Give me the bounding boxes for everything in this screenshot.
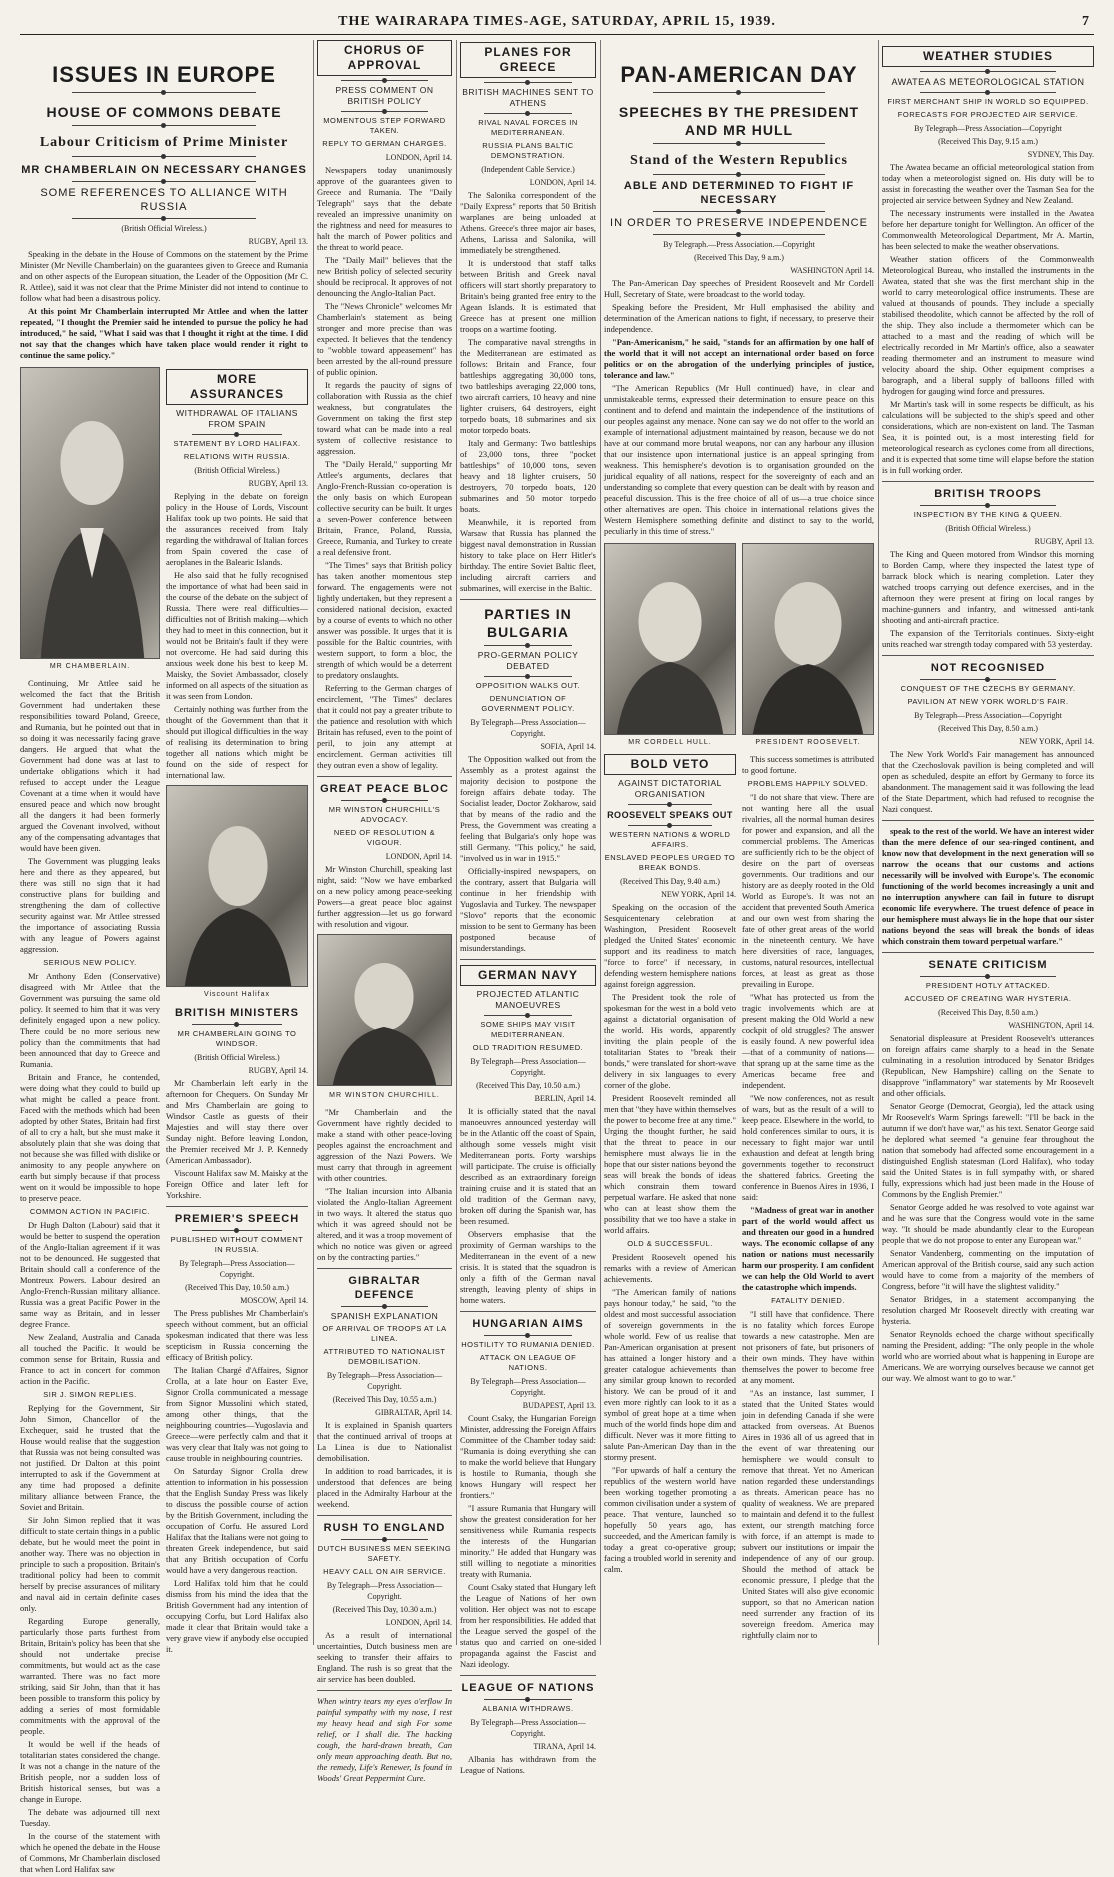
paragraph: In addition to road barricades, it is understood that defences are being placed in the Admiralty Harbour at the weekend. [317, 1466, 452, 1509]
received-line: (Received This Day, 10.50 a.m.) [476, 1081, 580, 1090]
source-line: (British Official Wireless.) [194, 466, 280, 475]
received-line: (Received This Day, 10.55 a.m.) [332, 1395, 437, 1404]
portrait-silhouette-icon [605, 544, 735, 734]
paragraph: President Roosevelt reminded all men that "they have within themselves the power to become free at any time." Urging the thought further, he said that the threat to peace in our hemisphere must always lie in the hope that our sister nations beyond the seas will break the bonds of ideas which constrain them toward perpetual warfare. He asked that none who can at least show them the possibility that we too have a stake in world affairs. [604, 1093, 736, 1235]
photo-caption: PRESIDENT ROOSEVELT. [755, 739, 861, 746]
deck: RIVAL NAVAL FORCES IN MEDITERRANEAN. [478, 118, 578, 137]
divider [72, 92, 256, 93]
dateline: LONDON, April 14. [385, 852, 452, 861]
paragraph: It would be well if the heads of totalitarian states considered the change. It was not a change in the nature of the British people, nor a sudden loss of British historical senses, but was a change in Europe. [20, 1739, 160, 1804]
dateline: WASHINGTON, April 14. [1008, 1021, 1094, 1030]
paragraph: Senator Bridges, in a statement accompanying the resolution charged Mr Roosevelt directly with creating war hysteria. [882, 1294, 1094, 1326]
dateline: BUDAPEST, April 13. [522, 1401, 596, 1410]
paragraph: On Saturday Signor Crolla drew attention to information in his possession that the English Sunday Press was likely to discuss the possible course of action by the British Government, including the occupation of Corfu. He assured Lord Halifax that the Italians were not going to threaten Greek independence, but said that any British occupation of Corfu would have a very dangerous reaction. [166, 1466, 308, 1575]
paragraph: It is explained in Spanish quarters that the continued arrival of troops at La Linea is due to Nationalist demobilisation. [317, 1420, 452, 1463]
dateline: NEW YORK, April 14. [661, 890, 736, 899]
source-line: By Telegraph.—Press Association.—Copyright [663, 240, 815, 249]
source-line: (Independent Cable Service.) [481, 165, 575, 174]
paragraph: "The Italian incursion into Albania violated the Anglo-Italian Agreement in two ways. It altered the status quo which it was agreed should not be altered, and it was a troop movement of which no notice was given or agreed on by the contracting parties." [317, 1186, 453, 1262]
deck: REPLY TO GERMAN CHARGES. [322, 139, 447, 148]
divider [341, 80, 427, 81]
paragraph: "The Times" says that British policy has taken another momentous step forward. The engagements were not lightly undertaken, but they represent a considered national decision, exacted by a course of events to which no other answer was possible. It urges that it is possible for the Baltic countries, with western support, to form a bloc, the strength of which would be a deterrent to predatory onslaughts. [317, 560, 452, 680]
headline-weather-studies: WEATHER STUDIES [882, 46, 1094, 67]
paragraph: "The American Republics (Mr Hull continued) have, in clear and unmistakeable terms, expressed their determination to ensure peace on this continent and to defend and maintain the independence of the institutions of our peoples against any menace. None can say we do not offer to the world an example of international adjustment maintained by reason, because we do not have at our command more brutal weapons, nor can any harbour any illusion that our insistence upon international justice is an appeal springing from weakness. This hemisphere's devotion is to organisation grounded on the juridical equality of all nations, respect for the sovereignty of each and an understanding so complete that every question can be dealt with by reason and peaceful discussion. This is the free choice of all of us—a true choice since other alternatives are open. This choice in international relations gives the Western Hemisphere something definite and distinct to say to the world, peculiarly in this time of stress." [604, 383, 874, 536]
photo-caption: MR CORDELL HULL. [628, 739, 712, 746]
paragraph: Observers emphasise that the proximity of German warships to the Mediterranean in the event of a new crisis. It is stated that the squadron is only a fifth of the German naval strength, leaving plenty of ships in home waters. [460, 1229, 596, 1305]
paragraph: Lord Halifax told him that he could dismiss from his mind the idea that the British Government had any intention of occupying Corfu, but Lord Halifax also made it clear that Britain would take a very grave view if anybody else occupied it. [166, 1578, 308, 1654]
deck: WITHDRAWAL OF ITALIANS FROM SPAIN [176, 408, 298, 429]
paragraph: At this point Mr Chamberlain interrupted Mr Attlee and when the latter repeated, "I thought the Premier said he intended to pursue the policy he had introduced," he said, "What I said was that I thought it right at the time. I did not say that the changes which have taken place would render it right to continue the same policy." [20, 306, 308, 360]
column-pan-american-day [604, 40, 874, 1645]
dateline: RUGBY, April 13. [248, 237, 308, 246]
deck: ACCUSED OF CREATING WAR HYSTERIA. [904, 994, 1072, 1003]
paragraph: Weather station officers of the Commonwealth Meteorological Bureau, who installed the instruments in the Awatea, stated that she was the first merchant ship in the world to carry meteorological office instruments. These are valued at thousands of pounds. They include a specially stabilised theodolite, which cannot be affected by the roll of the ship. They also include a thermometer which can be attached to a mast and the reading of which will be electrically recorded in Mr Martin's office, also a seawater reading thermometer and an instrument to measure wind velocity aboard the ship. Other equipment comprises a barograph, and a liberal supply of balloons filled with hydrogen for gauging wind force and pressures. [882, 254, 1094, 396]
divider [882, 820, 1094, 821]
deck: DUTCH BUSINESS MEN SEEKING SAFETY. [317, 1544, 452, 1563]
divider [484, 1015, 571, 1016]
paragraph: Certainly nothing was further from the thought of the Government than that it should put illogical difficulties in the way of realising its determination to bring together all nations which might be found on the side of respect for international law. [166, 704, 308, 780]
deck-preserve-independence: IN ORDER TO PRESERVE INDEPENDENCE [610, 217, 868, 229]
deck: RUSSIA PLANS BALTIC DEMONSTRATION. [482, 141, 574, 160]
divider [72, 181, 256, 182]
paragraph: The President took the role of spokesman for the west in a bold veto against a dictatorial organisation of the world. His words, apparently inviting the plain people of the totalitarian States to "break their bonds," were translated for short-wave delivery in six languages to every corner of the globe. [604, 992, 736, 1090]
headline-great-peace-bloc: GREAT PEACE BLOC [320, 783, 449, 795]
source-line: By Telegraph—Press Association—Copyright. [470, 1057, 586, 1077]
paragraph: Speaking in the debate in the House of Commons on the statement by the Prime Minister (Mr Neville Chamberlain) on the guarantees given to Greece and Rumania and on other aspects of the European situation, the Leader of the Opposition (Mr C. R. Attlee), said it was not clear that the Prime Minister did not intend to continue to follow what had been a disastrous policy. [20, 249, 308, 303]
dateline: LONDON, April 14. [385, 1618, 452, 1627]
divider [460, 1675, 596, 1676]
divider [628, 825, 713, 826]
divider [72, 125, 256, 126]
paragraph: The Salonika correspondent of the "Daily Express" reports that 50 British warplanes are being unloaded at Athens. Greece's three major air bases, Athens, Larissa and Salonika, will immediately be strengthened. [460, 190, 596, 255]
paragraph: President Roosevelt opened his remarks with a review of American achievements. [604, 1252, 736, 1284]
divider [653, 234, 826, 235]
paragraph: The Government was plugging leaks here and there as they appeared, but there was still no sign that it had constructive plans for building and strengthening the dam of collective security against war. Mr Attlee stressed the importance of associating Russia with any league of Powers against aggression. [20, 856, 160, 954]
photo-cordell-hull [604, 543, 736, 735]
divider [653, 92, 826, 93]
deck: OLD TRADITION RESUMED. [472, 1043, 584, 1052]
paragraph: Albania has withdrawn from the League of Nations. [460, 1754, 596, 1775]
received-line: (Received This Day, 10.50 a.m.) [185, 1283, 289, 1292]
subheading: SERIOUS NEW POLICY. [43, 958, 137, 967]
source-line: By Telegraph—Press Association—Copyright. [179, 1259, 295, 1279]
dateline: NEW YORK, April 14. [1019, 737, 1094, 746]
divider [920, 976, 1056, 977]
dateline: LONDON, April 14. [385, 153, 452, 162]
deck: OPPOSITION WALKS OUT. [475, 681, 581, 690]
deck-necessary-changes: MR CHAMBERLAIN ON NECESSARY CHANGES [21, 164, 307, 176]
advertisement-verse: When wintry tears my eyes o'erflow In painful sympathy with my nose, I rest my heavy head and sigh For some relief, or I shall die. The hacking cough, the hard-drawn breath, Can only mean approaching death. But no, the remedy, Life's Renewer, Is found in Woods' Great Peppermint Cure. [317, 1696, 452, 1783]
paragraph: "What has protected us from the tragic involvements which are at present making the Old World a new cockpit of old struggles? The answer is easily found. A new powerful idea—that of a community of nations—that sprang up at the same time as the Americas became free and independent. [742, 992, 874, 1090]
column-rule [600, 40, 601, 1645]
photo-caption: Viscount Halifax [203, 991, 271, 998]
deck: OF ARRIVAL OF TROOPS AT LA LINEA. [322, 1324, 447, 1343]
paragraph: The Opposition walked out from the Assembly as a protest against the majority decision to postpone the foreign affairs debate today. The Socialist leader, Doctor Zokharow, said that by means of the radio and the Press, the Government was creating a feeling that Bulgaria's only hope was still Germany. "This policy," he said, "involved us in war in 1915." [460, 754, 596, 863]
paragraph: Sir John Simon replied that it was difficult to state certain things in a public debate, but he would meet the point in another way. There was no objection in principle to such a proposition. Britain's traditional policy had been to commit herself by precise assurances of military and naval aid in certain definite cases only. [20, 1515, 160, 1613]
deck: NEED OF RESOLUTION & VIGOUR. [333, 828, 436, 847]
paragraph: Officially-inspired newspapers, on the contrary, assert that Bulgaria will continue in her friendship with Yugoslavia and Turkey. The newspaper "Slovo" reports that the economic mission to be sent to Germany has been postponed because of misunderstandings. [460, 866, 596, 953]
deck-western-republics: Stand of the Western Republics [630, 153, 848, 168]
paragraph: Mr Martin's task will in some respects be difficult, as his calculations will be subjected to the ship's speed and other considerations, which are non-existent on land. The Tasman Sea, it is pointed out, is a most interesting field for meteorological research as cyclones come from all directions, and it is expected that some time will elapse before the station is in full working order. [882, 399, 1094, 475]
headline-british-troops: BRITISH TROOPS [934, 488, 1042, 500]
source-line: By Telegraph—Press Association—Copyright. [470, 718, 586, 738]
deck: SPANISH EXPLANATION [330, 1311, 439, 1321]
paragraph: It is understood that staff talks between British and Greek naval officers will start shortly preparatory to Britain's being granted free entry to the Agean Islands. It is estimated that Greece has at present one million troops on a wartime footing. [460, 258, 596, 334]
divider [460, 599, 596, 600]
paragraph: The New York World's Fair management has announced that the Czechoslovak pavilion is being completed and will open as scheduled, despite an effort by Germany to force its abandonment. The management said it was following the lead of the State Department, which had refused to recognise the Nazi conquest. [882, 749, 1094, 814]
divider [920, 505, 1056, 506]
paragraph: Mr Chamberlain left early in the afternoon for Chequers. On Sunday Mr and Mrs Chamberlain are going to Windsor Castle as guests of their Majesties and will stay there over Sunday night. Before leaving London, the Premier received Mr J. P. Kennedy (American Ambassador). [166, 1078, 308, 1165]
deck: ATTACK ON LEAGUE OF NATIONS. [479, 1353, 577, 1372]
paragraph: Replying in the debate on foreign policy in the House of Lords, Viscount Halifax took up two points. He said that the assurances received from Italy regarding the withdrawal of Italian forces from Spain covered the case of aeroplanes in the Balearic Islands. [166, 491, 308, 567]
paragraph: He also said that he fully recognised the importance of what had been said in the course of the debate on the subject of Russia. There were real difficulties—difficulties not of British making—which they had to meet in this connection, but it would not be Britain's fault if they were not overcome. He had said during this anxious week done his best to keep M. Maisky, the Soviet Ambassador, closely informed on all aspects of the situation as it was seen from London. [166, 570, 308, 701]
deck-speeches: SPEECHES BY THE PRESIDENT AND MR HULL [618, 104, 860, 138]
headline-pan-american-day: PAN-AMERICAN DAY [620, 62, 858, 87]
dateline: SYDNEY, This Day. [1027, 150, 1094, 159]
deck-labour-criticism: Labour Criticism of Prime Minister [39, 135, 289, 150]
received-line: (Received This Day, 10.30 a.m.) [332, 1605, 437, 1614]
deck: ROOSEVELT SPEAKS OUT [607, 810, 733, 820]
paragraph: It regards the paucity of signs of collaboration with Russia as the chief weakness, but congratulates the Government on taking the first step toward what can be made into a real system of collective resistance to aggression. [317, 380, 452, 456]
paragraph: The "Daily Mail" believes that the new British policy of selected security should be reciprocal. It approves of not denouncing the Anglo-Italian Pact. [317, 255, 452, 298]
divider [317, 1515, 452, 1516]
photo-chamberlain [20, 367, 160, 659]
deck-house-of-commons: HOUSE OF COMMONS DEBATE [46, 104, 282, 120]
source-line: By Telegraph—Press Association—Copyright. [326, 1581, 443, 1601]
divider [166, 1206, 308, 1207]
divider [484, 113, 571, 114]
received-line: (Received This Day, 9.15 a.m.) [938, 137, 1038, 146]
source-line: (British Official Wireless.) [194, 1053, 280, 1062]
paragraph: "The American family of nations pays honour today," he said, "to the oldest and most successful association of sovereign governments in the whole world. Few of us realise that Pan-American organisation at present has attained a longer history and a greater catalogue achievements than any similar group known to recorded history. We can be proud of it and even more rightly can look to it as a symbol of great hope at a time when much of the world finds hope dim and difficult. Never was it more fitting to salute Pan-American Day than in the stormy present. [604, 1287, 736, 1462]
divider [653, 211, 826, 212]
deck-alliance-russia: SOME REFERENCES TO ALLIANCE WITH RUSSIA [40, 187, 288, 213]
deck-able-and-determined: ABLE AND DETERMINED TO FIGHT IF NECESSARY [623, 180, 855, 206]
paragraph: Count Csaky stated that Hungary left the League of Nations of her own volition. Her object was not to escape from her responsibilities. He added that the League served the gospel of the status quo and carried on one-sided propaganda against the Fascist and Nazi ideology. [460, 1582, 596, 1669]
subheading: OLD & SUCCESSFUL. [627, 1239, 713, 1248]
paragraph: Senatorial displeasure at President Roosevelt's utterances on foreign affairs came sharply to a head in the Senate culminating in a resolution introduced by Senator Bridges (Republican, New Hampshire) calling on the Senate to disapprove "inflammatory" war statements by Mr Roosevelt and other officials. [882, 1033, 1094, 1098]
deck: PAVILION AT NEW YORK WORLD'S FAIR. [907, 697, 1069, 706]
divider [920, 71, 1056, 72]
paragraph: As a result of international uncertainties, Dutch business men are seeking to transfer their affairs to England. The rush is so great that the air service has been doubled. [317, 1630, 452, 1684]
paragraph: "Madness of great war in another part of the world would affect us and threaten our good in a hundred ways. The economic collapse of any nation or nations must necessarily harm our prosperity. I am confident we can help the Old World to avert the catastrophe which impends. [742, 1205, 874, 1292]
paragraph: This success sometimes is attributed to good fortune. [742, 754, 874, 775]
deck: MR CHAMBERLAIN GOING TO WINDSOR. [177, 1029, 297, 1048]
paragraph: Britain and France, he contended, were doing what they could to build up what might be called a peace front. Faced with the methods which had been adopted by other States, Britain had first of all to cry a halt, but she must make it absolutely plain that she was doing that not because she was filled with dislike or animosity to any people anywhere on earth but simply because if that process went on it would be impossible to hope to preserve peace. [20, 1072, 160, 1203]
received-line: (Received This Day, 9.40 a.m.) [620, 877, 720, 886]
divider [192, 1230, 283, 1231]
deck: CONQUEST OF THE CZECHS BY GERMANY. [900, 684, 1076, 693]
column-rule [313, 40, 314, 1645]
paragraph: In the course of the statement with which he opened the debate in the House of Commons, Mr Chamberlain disclosed that when Lord Halifax saw [20, 1831, 160, 1874]
paragraph: Continuing, Mr Attlee said he welcomed the fact that the British Government had undertaken these responsibilities toward Poland, Greece, and Rumania, but he pointed out that in so doing it was necessarily facing grave dangers. He argued that what the Government had done was at last to undertake obligations which it had refused to accept under the League Covenant at a time when it would have ensured peace and which now brought all the dangers it had been formerly argued the Covenant involved, without any of the compensating advantages that would have been given. [20, 678, 160, 853]
subheading: FATALITY DENIED. [771, 1296, 845, 1305]
deck: DENUNCIATION OF GOVERNMENT POLICY. [481, 694, 575, 713]
paragraph-continued: speak to the rest of the world. We have an interest wider than the mere defence of our sea-ringed continent, and know now that development in the next generation will so narrow the oceans that our customs and actions necessarily will be involved with Europe's. The economic functioning of the world becomes increasingly a unit and no interruption anywhere can fail in future to disrupt economic life everywhere. The truest defence of peace in our hemisphere must always lie in the hope that our sister nations beyond the seas will break the bonds of ideas which constrain them toward perpetual warfare." [882, 826, 1094, 946]
deck: RELATIONS WITH RUSSIA. [183, 452, 291, 461]
headline-league-of-nations: LEAGUE OF NATIONS [461, 1682, 595, 1694]
deck: MOMENTOUS STEP FORWARD TAKEN. [323, 116, 446, 135]
paragraph: The necessary instruments were installed in the Awatea before her departure tonight for Wellington. An officer of the Commonwealth Meteorological Department, Mr A. Martin, has been selected to make the weather observations. [882, 208, 1094, 251]
column-issues-in-europe [20, 40, 308, 1874]
portrait-silhouette-icon [167, 786, 307, 986]
paragraph: The Awatea became an official meteorological station from today when a meteorologist signed on. His duty will be to assist in forecasting the weather over the Tasman Sea for the projected air service between Sydney and New Zealand. [882, 162, 1094, 205]
paragraph: Referring to the German charges of encirclement, "The Times" declares that it could not pay a greater tribute to the patience and resolution with which Britain has refused, even to the point of peril, to join any attempt at encirclement. German activities till they outran even a show of legality. [317, 683, 452, 770]
headline-british-ministers: BRITISH MINISTERS [175, 1007, 299, 1019]
portrait-silhouette-icon [318, 935, 451, 1085]
paragraph: "As an instance, last summer, I stated that the United States would join in defending Canada if she were attacked from overseas. At Buenos Aires in 1936 all of us agreed that in the event of war threatening our hemisphere we would consult to remove that threat. Yet no American nation regarded these understandings as threats. American peace has no quality of weakness. We are prepared to maintain and defend it to the fullest extent, our strength matching force with force, if an attempt is made to subvert our institutions or impair the independence of any of our group. Should the method of attack be economic pressure, I pledge that the United States will also give economic support, so that no American nation need surrender any fraction of its sovereign freedom. America may rightfully claim nor to [742, 1388, 874, 1640]
paragraph: Senator George (Democrat, Georgia), led the attack using Mr Roosevelt's Warm Springs farewell: "I'll be back in the autumn if we don't have war," as his text. Senator George said he deplored what seemed "a genuine fear throughout the nation that somebody had affected some encouragement in a distinguished English statesman (Lord Halifax), who today said the United States is in full sympathy with, or shared fully, expressions which had just been made in the House of Commons by the English Premier." [882, 1101, 1094, 1199]
divider [460, 959, 596, 960]
dateline: MOSCOW, April 14. [240, 1296, 308, 1305]
subheading: PROBLEMS HAPPILY SOLVED. [747, 779, 869, 788]
deck: HOSTILITY TO RUMANIA DENIED. [461, 1340, 595, 1349]
deck: PRO-GERMAN POLICY DEBATED [477, 650, 579, 671]
portrait-silhouette-icon [743, 544, 873, 734]
deck: AWATEA AS METEOROLOGICAL STATION [891, 77, 1085, 87]
paragraph: The Press publishes Mr Chamberlain's speech without comment, but an official spokesman indicated that there was less scepticism in Russia concerning the efficacy of British policy. [166, 1308, 308, 1362]
deck: ATTRIBUTED TO NATIONALIST DEMOBILISATION. [323, 1347, 446, 1366]
headline-rush-to-england: RUSH TO ENGLAND [323, 1522, 446, 1534]
deck: PRESIDENT HOTLY ATTACKED. [925, 981, 1051, 990]
paragraph: Regarding Europe generally, particularly those parts furthest from Britain, Britain's policy has been that she should not undertake precise commitments, but would act as the case warranted. There was no fact more striking, said Sir John, than that it has been possible to transform this policy by adding a series of most formidable commitments with the approval of the people. [20, 1616, 160, 1736]
paragraph: Replying for the Government, Sir John Simon, Chancellor of the Exchequer, said he trusted that the House would realise that the suggestion that Russia was not being consulted was not justified. Dr Dalton at this point interrupted to ask if the Government at any time had proposed a definite military alliance between France, the Soviet and Britain. [20, 1403, 160, 1512]
photo-caption: MR WINSTON CHURCHILL. [329, 1092, 440, 1099]
divider [653, 143, 826, 144]
paragraph: Count Csaky, the Hungarian Foreign Minister, addressing the Foreign Affairs Committee of the Chamber today said: "Rumania is doing everything she can to make the world believe that Hungary is hostile to Rumania, though she knows Hungary will respect her frontiers." [460, 1413, 596, 1500]
dateline: RUGBY, April 13. [248, 479, 308, 488]
photo-roosevelt [742, 543, 874, 735]
paragraph: Senator Vandenberg, commenting on the imputation of American approval of the British course, said any such action would have to come from a majority of the members of Congress, before "it will have the slightest validity." [882, 1248, 1094, 1291]
paragraph: The King and Queen motored from Windsor this morning to Borden Camp, where they inspected the latest type of barrack block which is nearing completion. Later they watched troops carrying out defence exercises, and in the afternoon they were present at firing on local ranges by machine-gunners and infantry, and witnessed anti-tank shooting and anti-aircraft practice. [882, 549, 1094, 625]
divider [460, 1311, 596, 1312]
paragraph: "I still have that confidence. There is no fatality which forces Europe towards a new catastrophe. Men are not prisoners of fate, but prisoners of their own minds. They have within themselves the power to become free at any moment. [742, 1309, 874, 1385]
received-line: (Received This Day, 8.50 a.m.) [938, 1008, 1038, 1017]
subcolumn-more-assurances [166, 367, 308, 1877]
source-line: (British Official Wireless.) [121, 224, 207, 233]
divider [882, 952, 1094, 953]
divider [72, 156, 256, 157]
paragraph: Meanwhile, it is reported from Warsaw that Russia has planned the biggest naval demonstration in Russian history to take place on Herr Hitler's birthday. The entire Soviet Baltic fleet, including aircraft carriers and submarines, will exercise in the Baltic. [460, 517, 596, 593]
divider [192, 1024, 283, 1025]
photo-halifax [166, 785, 308, 987]
deck: PRESS COMMENT ON BRITISH POLICY [335, 85, 434, 106]
source-line: By Telegraph—Press Association—Copyright. [470, 1718, 586, 1738]
received-line: (Received This Day, 8.50 a.m.) [938, 724, 1038, 733]
dateline: RUGBY, April 13. [1034, 537, 1094, 546]
divider [317, 776, 452, 777]
headline-planes-for-greece: PLANES FOR GREECE [460, 42, 596, 78]
source-line: By Telegraph—Press Association—Copyright. [326, 1371, 443, 1391]
paragraph: "I do not share that view. There are not wanting here all the usual rivalries, all the normal human desires for power and expansion, and all the commercial problems. The Americas are sufficiently rich to be the object of desire on the part of overseas governments. Our traditions and our history are as deeply rooted in the Old World as Europe's. It was not an accident that prevented South America and our own west from sharing the fate of other great areas of the world in the nineteenth century. We have here diversities of race, languages, customs, natural resources, intellectual forces, at least as great as those prevailing in Europe. [742, 792, 874, 989]
source-line: By Telegraph—Press Association—Copyright [914, 711, 1062, 720]
paragraph: Senator George added he was resolved to vote against war and he was sure that the Congress would vote in the same way. "It should be made abundantly clear to the European people that we do not propose to enter any European war." [882, 1202, 1094, 1245]
photo-churchill [317, 934, 452, 1086]
deck: PROJECTED ATLANTIC MANOEUVRES [476, 989, 580, 1010]
paragraph: The comparative naval strengths in the Mediterranean are estimated as follows: Britain and France, four battleships aggregating 30,000 tons, two battleships averaging 22,000 tons, two aircraft carriers, 10 heavy and nine lighter cruisers, 64 destroyers, eight torpedo boats, 18 submarines and six motor torpedo boats. [460, 337, 596, 435]
deck: BRITISH MACHINES SENT TO ATHENS [462, 87, 594, 108]
divider [484, 1335, 571, 1336]
dateline: WASHINGTON April 14. [790, 266, 874, 275]
divider [920, 679, 1056, 680]
dateline: LONDON, April 14. [529, 178, 596, 187]
paragraph: Italy and Germany: Two battleships of 23,000 tons, three "pocket battleships" of 10,000 tons, seven heavy and 18 lighter cruisers, 50 destroyers, 70 torpedo boats, 120 submarines and 50 motor torpedo boats. [460, 438, 596, 514]
headline-issues-in-europe: ISSUES IN EUROPE [52, 62, 276, 87]
dateline: BERLIN, April 14. [534, 1094, 596, 1103]
divider [341, 111, 427, 112]
paragraph: The expansion of the Territorials continues. Sixty-eight units reached war strength today compared with 53 yesterday. [882, 628, 1094, 649]
masthead-title: THE WAIRARAPA TIMES-AGE, SATURDAY, APRIL 15, 1939. [338, 14, 776, 29]
paragraph: Speaking on the occasion of the Sesquicentenary celebration at Washington, President Roosevelt pledged the United States' economic support and its readiness to match "force to force" if necessary, in defending western hemisphere nations against foreign aggression. [604, 902, 736, 989]
paragraph: The Italian Chargé d'Affaires, Signor Crolla, at a late hour on Easter Eve, Signor Crolla communicated a message from Signor Mussolini which stated, among other things, that the neighbouring countries—Yugoslavia and Greece—were perfectly calm and that it was very clear that Italy was not going to cause trouble in neighbouring countries. [166, 1365, 308, 1463]
masthead [20, 8, 1094, 35]
paragraph: "I assure Rumania that Hungary will show the greatest consideration for her sensitiveness while Rumania respects the interests of the Hungarian minority." He added that Hungary was still willing to negotiate a minorities treaty with Rumania. [460, 1503, 596, 1579]
headline-more-assurances: MORE ASSURANCES [166, 369, 308, 405]
deck: ALBANIA WITHDRAWS. [482, 1704, 574, 1713]
divider [653, 174, 826, 175]
deck: ENSLAVED PEOPLES URGED TO BREAK BONDS. [604, 853, 736, 872]
column-chorus-of-approval [317, 40, 453, 1783]
paragraph: Mr Anthony Eden (Conservative) disagreed with Mr Attlee that the Government was pursuing the same old policy. It seemed to him that it was very definitely engaged upon a new policy. There could be no more serious new policy than the commitments that had been announced that day to Greece and Rumania. [20, 971, 160, 1069]
deck: PUBLISHED WITHOUT COMMENT IN RUSSIA. [170, 1235, 304, 1254]
page-number: 7 [1082, 14, 1090, 29]
deck: FIRST MERCHANT SHIP IN WORLD SO EQUIPPED. [887, 97, 1089, 106]
paragraph: "We now conferences, not as result of wars, but as the result of a will to keep peace. Elsewhere in the world, to hold conferences similar to ours, it is necessary to fight major war until exhaustion and defeat at length bring governments together to reconstruct the shattered fabrics. Greeting the conference in Buenos Aires in 1936, I said: [742, 1093, 874, 1202]
headline-chorus-of-approval: CHORUS OF APPROVAL [317, 40, 452, 76]
headline-premiers-speech: PREMIER'S SPEECH [174, 1213, 300, 1225]
divider [341, 1306, 427, 1307]
paragraph: It is officially stated that the naval manoeuvres announced yesterday will be in the Atlantic off the coast of Spain, although some vessels might visit Mediterranean ports. Forty warships will participate. The cruise is officially described as an extraordinary foreign training cruise and it is stated that an old tradition of the German navy, broken off during the Spanish war, has been resumed. [460, 1106, 596, 1226]
headline-bold-veto: BOLD VETO [604, 754, 736, 775]
dateline: RUGBY, April 14. [248, 1066, 308, 1075]
paragraph: The Pan-American Day speeches of President Roosevelt and Mr Cordell Hull, Secretary of State, were broadcast to the world today. [604, 278, 874, 299]
divider [484, 676, 571, 677]
column-rule [878, 40, 879, 1645]
column-rule [456, 40, 457, 1645]
deck: STATEMENT BY LORD HALIFAX. [173, 439, 301, 448]
divider [192, 434, 283, 435]
divider [72, 218, 256, 219]
paragraph: "For upwards of half a century the republics of the western world have been working together promoting a common civilisation under a system of peace. That venture, launched so hopefully 50 years ago, has succeeded, and the American family is today a great co-operative group; facing a troubled world in serenity and calm. [604, 1465, 736, 1574]
divider [628, 804, 713, 805]
deck: SOME SHIPS MAY VISIT MEDITERRANEAN. [480, 1020, 576, 1039]
paragraph: Speaking before the President, Mr Hull emphasised the ability and determination of the American nations to fight, if necessary, to preserve their independence. [604, 302, 874, 334]
paragraph: Senator Reynolds echoed the charge without specifically naming the President, adding: "The only people in the whole world who are worried about what is happening in Europe are Americans. We are worrying ourselves because we cannot get our way. We almost want to go to war." [882, 1329, 1094, 1383]
divider [920, 92, 1056, 93]
divider [484, 645, 571, 646]
divider [317, 1690, 452, 1691]
headline-gibraltar-defence: GIBRALTAR DEFENCE [348, 1275, 421, 1301]
divider [484, 82, 571, 83]
paragraph: Viscount Halifax saw M. Maisky at the Foreign Office and later left for Yorkshire. [166, 1168, 308, 1200]
divider [317, 1268, 452, 1269]
divider [341, 1539, 427, 1540]
dateline: TIRANA, April 14. [533, 1742, 596, 1751]
paragraph: The "News Chronicle" welcomes Mr Chamberlain's statement as being stronger and more precise than was expected. It believes that the tendency to "wobble toward appeasement" has been arrested by the all-round pressure of public opinion. [317, 301, 452, 377]
deck: AGAINST DICTATORIAL ORGANISATION [618, 778, 722, 799]
dateline: GIBRALTAR, April 14. [375, 1408, 452, 1417]
headline-german-navy: GERMAN NAVY [460, 965, 596, 986]
deck: WESTERN NATIONS & WORLD AFFAIRS. [609, 830, 731, 849]
headline-hungarian-aims: HUNGARIAN AIMS [472, 1318, 584, 1330]
paragraph: The debate was adjourned till next Tuesday. [20, 1807, 160, 1828]
column-planes-for-greece [460, 40, 596, 1775]
paragraph: Newspapers today unanimously approve of the guarantees given to Greece and Rumania. The "Daily Telegraph" says that the debate revealed an impressive unanimity on the rightness and need for measures to halt the march of Power politics and the threat to world peace. [317, 165, 452, 252]
source-line: By Telegraph—Press Association—Copyright [914, 124, 1062, 133]
received-line: (Received This Day, 9 a.m.) [694, 253, 784, 262]
headline-senate-criticism: SENATE CRITICISM [928, 959, 1048, 971]
headline-parties-in-bulgaria: PARTIES IN BULGARIA [484, 606, 572, 640]
dateline: SOFIA, April 14. [540, 742, 596, 751]
source-line: By Telegraph—Press Association—Copyright. [470, 1377, 586, 1397]
divider [484, 1699, 571, 1700]
subheading: SIR J. SIMON REPLIES. [43, 1390, 137, 1399]
paragraph: New Zealand, Australia and Canada all touched the Pacific. It would be common sense for Britain, Russia and France to act in concert for common action in the Pacific. [20, 1332, 160, 1386]
subheading: COMMON ACTION IN PACIFIC. [29, 1207, 151, 1216]
paragraph: "Pan-Americanism," he said, "stands for an affirmation by one half of the world that it will not accept an international order based on force politics or on the abrogation of the underlying principles of justice, tolerance and law." [604, 337, 874, 380]
paragraph: Dr Hugh Dalton (Labour) said that it would be better to suspend the operation of the Anglo-Italian agreement if it was not to be denounced. He suggested that Britain should call a conference of the Montreux Powers. Labour desired an Anglo-French-Russian military alliance. Russia was a great Pacific Power in the same way as Britain, and in lesser degree France. [20, 1220, 160, 1329]
photo-caption: MR CHAMBERLAIN. [49, 663, 131, 670]
paragraph: "Mr Chamberlain and the Government have rightly decided to make a stand with other peace-loving peoples against the encroachment and aggression of the Nazi Powers. We must carry that through in agreement with other countries. [317, 1107, 452, 1183]
paragraph: The "Daily Herald," supporting Mr Attlee's arguments, declares that Anglo-French-Russian co-operation is the only basis on which European collective security can be built. It urges a seven-Power conference between Britain, France, Poland, Russia, Greece, Rumania, and Turkey to create a real defensive front. [317, 459, 452, 557]
deck: MR WINSTON CHURCHILL'S ADVOCACY. [328, 805, 441, 824]
headline-not-recognised: NOT RECOGNISED [930, 662, 1046, 674]
divider [341, 800, 427, 801]
portrait-silhouette-icon [21, 368, 159, 658]
source-line: (British Official Wireless.) [945, 524, 1031, 533]
divider [882, 655, 1094, 656]
deck: INSPECTION BY THE KING & QUEEN. [913, 510, 1063, 519]
divider [882, 481, 1094, 482]
deck: HEAVY CALL ON AIR SERVICE. [323, 1567, 446, 1576]
column-weather-studies [882, 40, 1094, 1645]
deck: FORECASTS FOR PROJECTED AIR SERVICE. [897, 110, 1079, 119]
paragraph: Mr Winston Churchill, speaking last night, said: "Now we have embarked on a new policy among peace-seeking Powers—a great peace bloc against further aggression—let us go forward with resolution and vigour. [317, 864, 452, 929]
